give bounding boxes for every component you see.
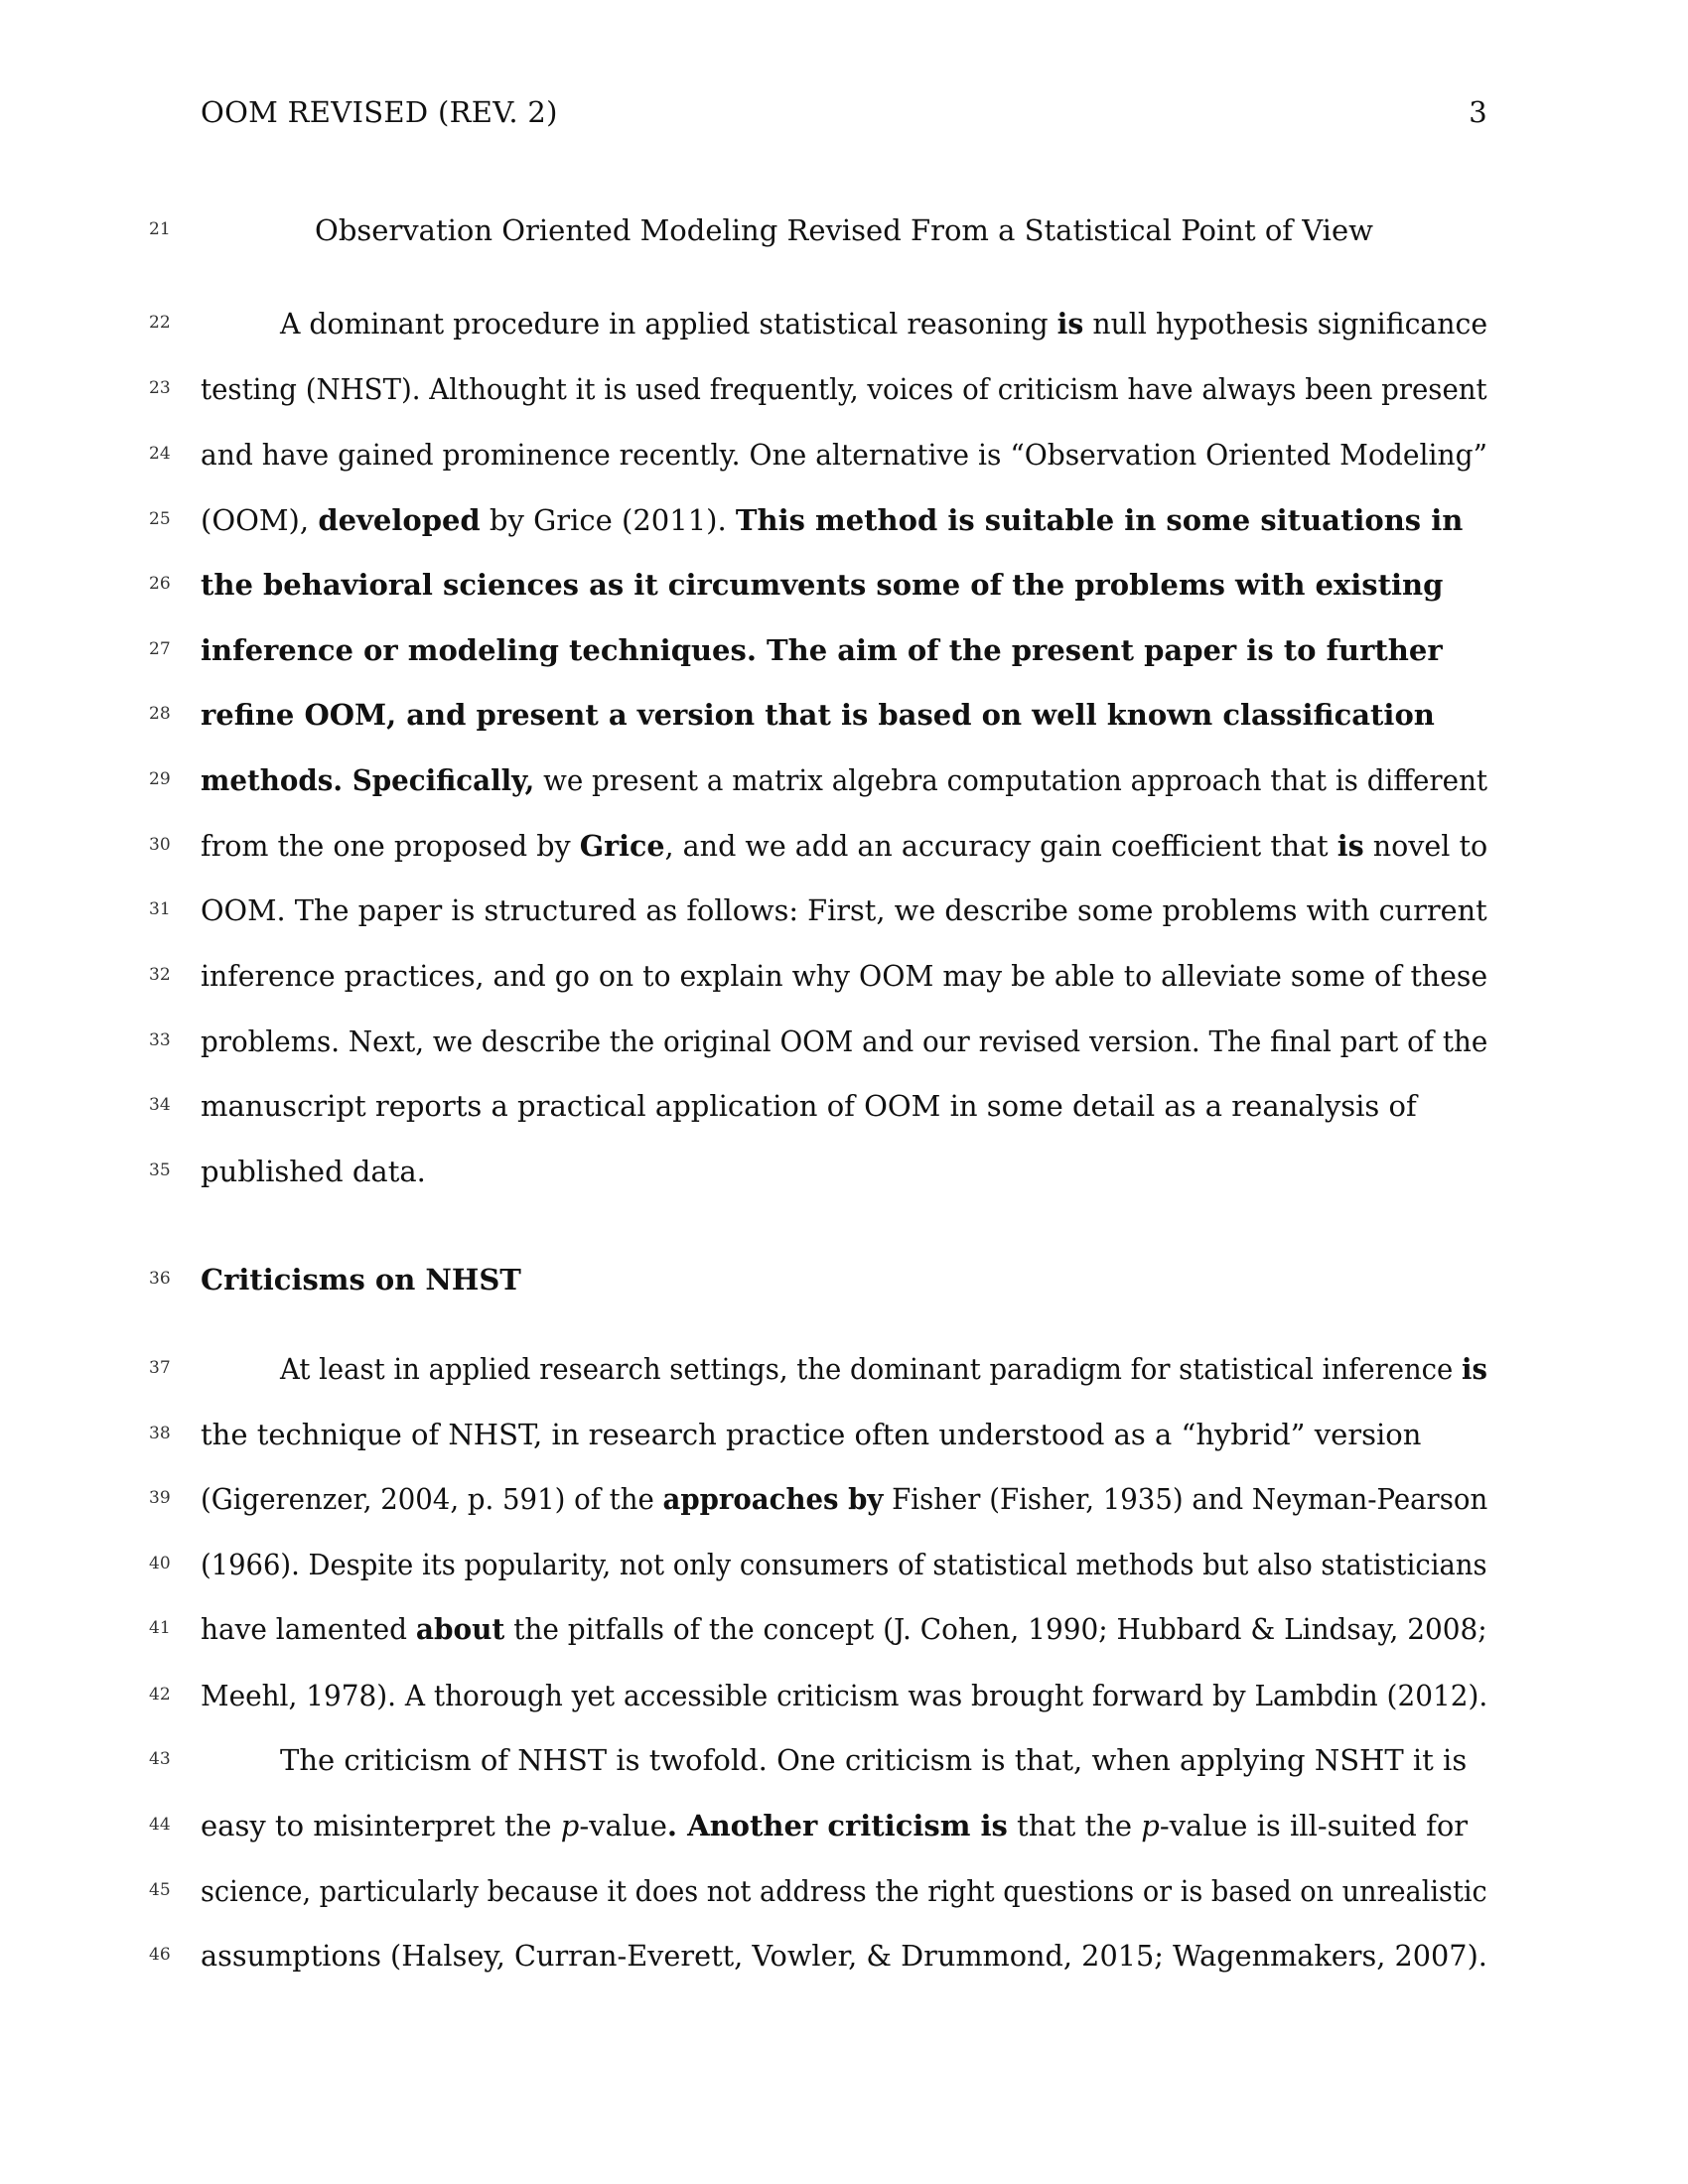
line-number: 23: [149, 378, 171, 398]
manuscript-line: [0, 1806, 1688, 1845]
text-run: easy to misinterpret the: [201, 1809, 561, 1843]
manuscript-line: [0, 1349, 1688, 1389]
line-number: 28: [149, 704, 171, 724]
line-number: 24: [149, 444, 171, 464]
manuscript-line: [0, 1415, 1688, 1454]
manuscript-line: [0, 304, 1688, 343]
bold-text: is: [1056, 307, 1084, 341]
bold-text: the behavioral sciences as it circumvents some of the problems with existing: [201, 568, 1444, 602]
manuscript-line: [0, 760, 1688, 800]
italic-text: p: [1141, 1809, 1160, 1843]
manuscript-line: [0, 1086, 1688, 1126]
line-number: 35: [149, 1160, 171, 1180]
text-run: (OOM),: [201, 503, 319, 537]
manuscript-line: [0, 1479, 1688, 1519]
text-run: The criticism of NHST is twofold. One criticism is that, when applying NSHT it is: [280, 1743, 1468, 1777]
manuscript-line: [0, 1609, 1688, 1649]
line-text: [201, 1871, 1487, 1911]
text-run: published data.: [201, 1155, 426, 1188]
line-text: [201, 826, 1487, 866]
line-number: 31: [149, 899, 171, 919]
page-number: 3: [1469, 95, 1487, 129]
text-run: testing (NHST). Althought it is used frequently, voices of criticism have always been present: [201, 372, 1487, 406]
line-text: [201, 956, 1487, 996]
bold-text: inference or modeling techniques. The aim of the present paper is to further: [201, 633, 1443, 667]
text-run: At least in applied research settings, the dominant paradigm for statistical inference: [280, 1352, 1463, 1386]
line-text: [201, 1086, 1417, 1126]
running-header: [201, 95, 1487, 135]
bold-text: is: [1336, 829, 1364, 863]
manuscript-line: [0, 565, 1688, 605]
line-number: 40: [149, 1554, 171, 1573]
text-run: (1966). Despite its popularity, not only consumers of statistical methods but also statisticians: [201, 1548, 1487, 1581]
text-run: OOM. The paper is structured as follows: First, we describe some problems with current: [201, 893, 1487, 927]
text-run: (Gigerenzer, 2004, p. 591) of the: [201, 1482, 663, 1516]
line-number: 41: [149, 1618, 171, 1638]
bold-text: refine OOM, and present a version that is based on well known classification: [201, 698, 1435, 732]
line-text: [201, 1936, 1487, 1976]
manuscript-line: [0, 1936, 1688, 1976]
text-run: the technique of NHST, in research practice often understood as a “hybrid” version: [201, 1418, 1422, 1451]
text-run: Observation Oriented Modeling Revised From a Statistical Point of View: [315, 213, 1373, 247]
text-run: by Grice (2011).: [480, 503, 736, 537]
line-text: [201, 565, 1443, 605]
line-number: 37: [149, 1358, 171, 1378]
line-number: 39: [149, 1488, 171, 1508]
manuscript-line: [0, 500, 1688, 540]
bold-text: Criticisms on NHST: [201, 1263, 521, 1297]
text-run: manuscript reports a practical application of OOM in some detail as a reanalysis of: [201, 1089, 1417, 1123]
line-text: [280, 1740, 1467, 1780]
line-number: 36: [149, 1269, 171, 1289]
manuscript-line: [0, 890, 1688, 930]
manuscript-line: [0, 1260, 1688, 1299]
text-run: science, particularly because it does not address the right questions or is based on unrealistic: [201, 1874, 1487, 1908]
manuscript-line: [0, 826, 1688, 866]
line-number: 46: [149, 1945, 171, 1965]
manuscript-line: [0, 1022, 1688, 1061]
text-run: have lamented: [201, 1612, 416, 1646]
line-number: 38: [149, 1424, 171, 1443]
text-run: that the: [1007, 1809, 1142, 1843]
line-number: 22: [149, 313, 171, 333]
text-run: null hypothesis significance: [1083, 307, 1488, 341]
manuscript-line: [0, 1740, 1688, 1780]
line-text: [201, 1676, 1487, 1715]
text-run: -value is ill-suited for: [1159, 1809, 1469, 1843]
paper-title: [201, 210, 1487, 250]
manuscript-line: [0, 369, 1688, 409]
manuscript-line: [0, 630, 1688, 670]
manuscript-line: [0, 956, 1688, 996]
line-text: [201, 1260, 521, 1299]
text-run: problems. Next, we describe the original OOM and our revised version. The final part of the: [201, 1024, 1488, 1058]
manuscript-line: [0, 1871, 1688, 1911]
manuscript-line: [0, 695, 1688, 735]
bold-text: . Another criticism is: [666, 1809, 1008, 1843]
manuscript-line: [0, 1545, 1688, 1584]
line-number: 25: [149, 509, 171, 529]
line-text: [201, 890, 1487, 930]
line-number: 33: [149, 1030, 171, 1050]
line-text: [201, 695, 1435, 735]
manuscript-line: [0, 435, 1688, 475]
line-number: 27: [149, 639, 171, 659]
text-run: assumptions (Halsey, Curran-Everett, Vowler, & Drummond, 2015; Wagenmakers, 2007).: [201, 1939, 1487, 1973]
line-number: 45: [149, 1880, 171, 1900]
text-run: Fisher (Fisher, 1935) and Neyman-Pearson: [883, 1482, 1488, 1516]
line-number: 21: [149, 219, 171, 239]
bold-text: This method is suitable in some situations in: [735, 503, 1464, 537]
line-number: 43: [149, 1749, 171, 1769]
line-text: [201, 1479, 1487, 1519]
text-run: the pitfalls of the concept (J. Cohen, 1990; Hubbard & Lindsay, 2008;: [504, 1612, 1487, 1646]
text-run: we present a matrix algebra computation approach that is different: [534, 763, 1488, 797]
line-text: [201, 760, 1487, 800]
bold-text: Grice: [579, 829, 665, 863]
text-run: , and we add an accuracy gain coefficient that: [664, 829, 1337, 863]
text-run: from the one proposed by: [201, 829, 580, 863]
text-run: A dominant procedure in applied statistical reasoning: [280, 307, 1057, 341]
line-text: [201, 630, 1443, 670]
bold-text: approaches by: [662, 1482, 884, 1516]
line-text: [201, 1415, 1421, 1454]
text-run: Meehl, 1978). A thorough yet accessible criticism was brought forward by Lambdin (2012).: [201, 1679, 1488, 1712]
line-text: [201, 1022, 1487, 1061]
manuscript-line: [0, 1152, 1688, 1191]
text-run: inference practices, and go on to explain why OOM may be able to alleviate some of these: [201, 959, 1488, 993]
line-text: [201, 1609, 1487, 1649]
line-text: [280, 1349, 1487, 1389]
bold-text: about: [415, 1612, 505, 1646]
line-text: [201, 1806, 1468, 1845]
text-run: and have gained prominence recently. One alternative is “Observation Oriented Modeling”: [201, 438, 1487, 472]
italic-text: p: [560, 1809, 580, 1843]
line-number: 44: [149, 1815, 171, 1835]
manuscript-line: [0, 210, 1688, 250]
line-number: 34: [149, 1095, 171, 1115]
bold-text: is: [1462, 1352, 1487, 1386]
line-number: 42: [149, 1685, 171, 1705]
line-number: 32: [149, 965, 171, 985]
line-text: [201, 1545, 1487, 1584]
line-number: 26: [149, 574, 171, 594]
text-run: -value: [579, 1809, 667, 1843]
text-run: novel to: [1363, 829, 1488, 863]
line-number: 29: [149, 769, 171, 789]
line-text: [201, 500, 1463, 540]
manuscript-line: [0, 1676, 1688, 1715]
line-number: 30: [149, 835, 171, 855]
line-text: [201, 1152, 426, 1191]
bold-text: methods. Specifically,: [201, 763, 535, 797]
line-text: [201, 435, 1487, 475]
bold-text: developed: [318, 503, 481, 537]
running-title: OOM REVISED (REV. 2): [201, 95, 558, 129]
line-text: [280, 304, 1487, 343]
line-text: [201, 369, 1487, 409]
